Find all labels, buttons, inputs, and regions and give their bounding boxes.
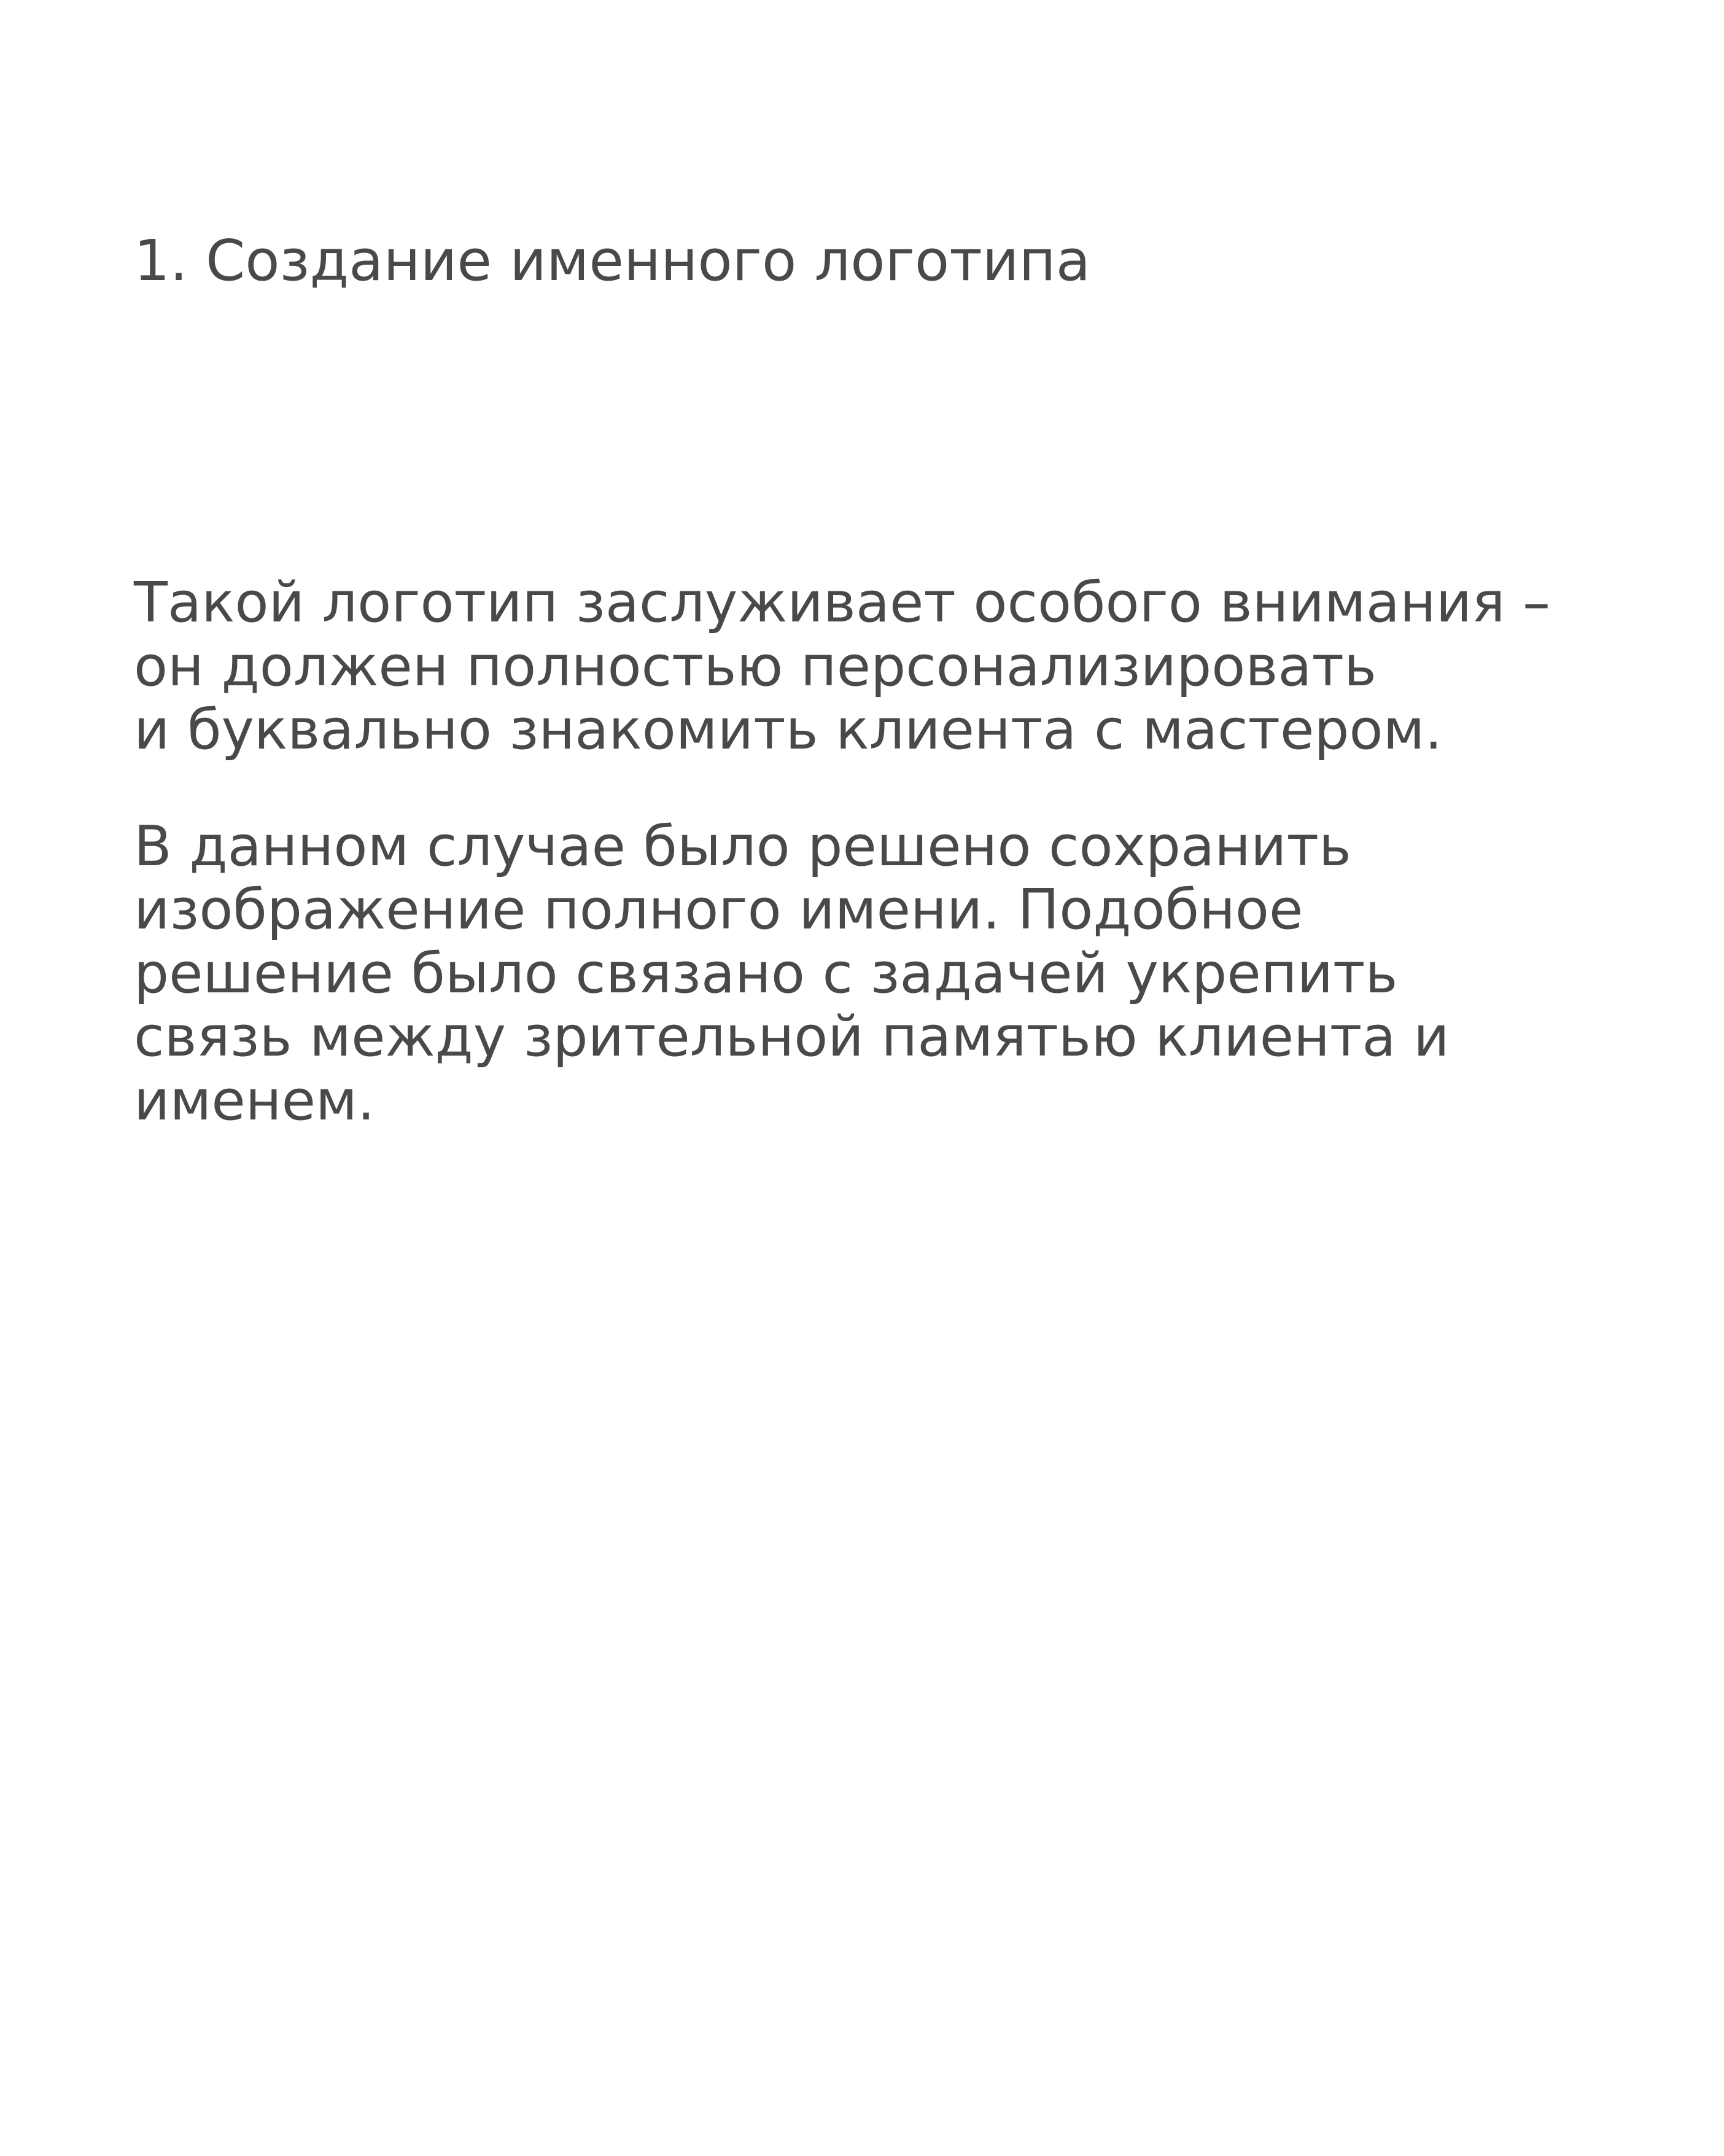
text-line: В данном случае было решено сохранить [134, 814, 1351, 879]
text-line: Такой логотип заслуживает особого внимания – [134, 570, 1551, 635]
text-line: изображение полного имени. Подобное [134, 878, 1303, 942]
text-line: именем. [134, 1068, 375, 1133]
text-line: связь между зрительной памятью клиента и [134, 1005, 1450, 1069]
text-line: решение было связано с задачей укрепить [134, 941, 1398, 1006]
text-line: и буквально знакомить клиента с мастером. [134, 698, 1443, 762]
paragraph-decision [134, 815, 1656, 1133]
paragraph-intro [134, 571, 1656, 762]
body-text [134, 571, 1656, 1132]
section-heading: 1. Создание именного логотипа [134, 228, 1091, 294]
text-line: он должен полностью персонализировать [134, 634, 1376, 699]
